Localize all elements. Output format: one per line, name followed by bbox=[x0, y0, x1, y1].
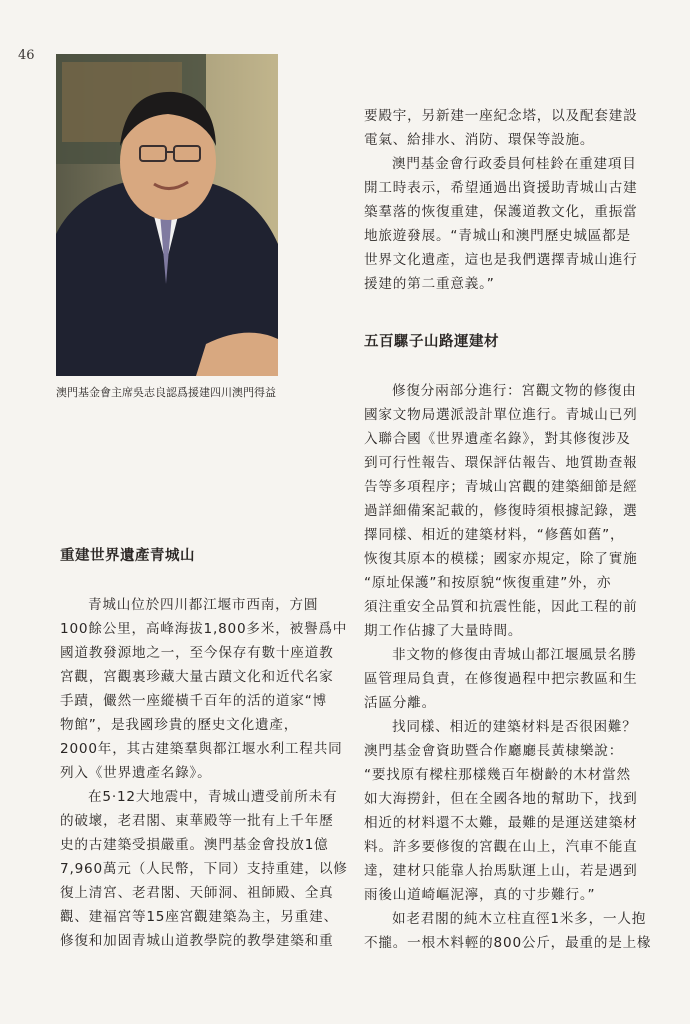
page-number: 46 bbox=[18, 48, 35, 63]
text-line: 地旅遊發展。“青城山和澳門歷史城區都是 bbox=[364, 228, 631, 244]
text-line: 入聯合國《世界遺產名錄》，對其修復涉及 bbox=[364, 431, 631, 447]
text-line: 告等多項程序；青城山宮觀的建築細節是經 bbox=[364, 479, 638, 495]
paragraph bbox=[60, 593, 350, 785]
text-line: 世界文化遺產，這也是我們選擇青城山進行 bbox=[364, 252, 638, 268]
paragraph bbox=[364, 104, 656, 152]
right-column bbox=[364, 104, 656, 955]
text-line: 宮觀，宮觀裏珍藏大量古蹟文化和近代名家 bbox=[60, 669, 334, 685]
text-line: 期工作佔據了大量時間。 bbox=[364, 623, 523, 639]
text-line: 築羣落的恢復重建，保護道教文化，重振當 bbox=[364, 204, 638, 220]
paragraph bbox=[364, 152, 656, 296]
text-line: 須注重安全品質和抗震性能，因此工程的前 bbox=[364, 599, 638, 615]
text-line: 復上清宮、老君閣、天師洞、祖師殿、全真 bbox=[60, 885, 334, 901]
text-line: 7,960萬元（人民幣，下同）支持重建，以修 bbox=[60, 861, 348, 877]
text-line: 史的古建築受損嚴重。澳門基金會投放1億 bbox=[60, 837, 329, 853]
text-line: 的破壞，老君閣、東華殿等一批有上千年歷 bbox=[60, 813, 334, 829]
text-line: 活區分離。 bbox=[364, 695, 436, 711]
text-line: 要殿宇，另新建一座紀念塔，以及配套建設 bbox=[364, 108, 638, 124]
text-line: 澳門基金會行政委員何桂鈴在重建項目 bbox=[392, 156, 637, 172]
left-column bbox=[60, 544, 350, 953]
text-line: 過詳細備案記載的，修復時須根據記錄，選 bbox=[364, 503, 638, 519]
text-line: 觀、建福宮等15座宮觀建築為主，另重建、 bbox=[60, 909, 338, 925]
text-line: 國家文物局選派設計單位進行。青城山已列 bbox=[364, 407, 638, 423]
text-line: 開工時表示，希望通過出資援助青城山古建 bbox=[364, 180, 638, 196]
text-line: 如老君閣的純木立柱直徑1米多，一人抱 bbox=[392, 911, 647, 927]
text-line: 修復和加固青城山道教學院的教學建築和重 bbox=[60, 933, 334, 949]
section-heading-qingcheng: 重建世界遺產青城山 bbox=[60, 548, 195, 564]
text-line: 區管理局負責，在修復過程中把宗教區和生 bbox=[364, 671, 638, 687]
portrait-photo bbox=[56, 54, 278, 376]
text-line: 青城山位於四川都江堰市西南，方圓 bbox=[88, 597, 319, 613]
text-line: 料。許多要修復的宮觀在山上，汽車不能直 bbox=[364, 839, 638, 855]
text-line: 手蹟，儼然一座縱橫千百年的活的道家“博 bbox=[60, 693, 327, 709]
text-line: 在5·12大地震中，青城山遭受前所未有 bbox=[88, 789, 338, 805]
paragraph bbox=[364, 715, 656, 907]
text-line: 修復分兩部分進行：宮觀文物的修復由 bbox=[392, 383, 637, 399]
text-line: 找同樣、相近的建築材料是否很困難？ bbox=[392, 719, 637, 735]
text-line: 非文物的修復由青城山都江堰風景名勝 bbox=[392, 647, 637, 663]
text-line: 列入《世界遺產名錄》。 bbox=[60, 765, 212, 781]
text-line: 電氣、給排水、消防、環保等設施。 bbox=[364, 132, 595, 148]
section-heading-mules: 五百騾子山路運建材 bbox=[364, 334, 499, 350]
paragraph bbox=[364, 379, 656, 643]
text-line: 澳門基金會資助暨合作廳廳長黃棣樂說： bbox=[364, 743, 624, 759]
text-line: 擇同樣、相近的建築材料，“修舊如舊”， bbox=[364, 527, 625, 543]
text-line: 達，建材只能靠人抬馬馱運上山，若是遇到 bbox=[364, 863, 638, 879]
text-line: 相近的材料還不太難，最難的是運送建築材 bbox=[364, 815, 638, 831]
text-line: 國道教發源地之一，至今保存有數十座道教 bbox=[60, 645, 334, 661]
text-line: 不攏。一根木料輕的800公斤，最重的是上椽 bbox=[364, 935, 652, 951]
text-line: 2000年，其古建築羣與都江堰水利工程共同 bbox=[60, 741, 343, 757]
photo-caption: 澳門基金會主席吳志良認爲援建四川澳門得益 bbox=[56, 386, 276, 399]
text-line: 物館”，是我國珍貴的歷史文化遺產， bbox=[60, 717, 299, 733]
text-line: 雨後山道崎嶇泥濘，真的寸步難行。” bbox=[364, 887, 596, 903]
text-line: 恢復其原本的模樣；國家亦規定，除了實施 bbox=[364, 551, 638, 567]
paragraph bbox=[364, 907, 656, 955]
text-line: 援建的第二重意義。” bbox=[364, 276, 495, 292]
paragraph bbox=[60, 785, 350, 953]
text-line: 如大海撈針，但在全國各地的幫助下，找到 bbox=[364, 791, 638, 807]
paragraph bbox=[364, 643, 656, 715]
portrait-illustration bbox=[56, 54, 278, 376]
text-line: 100餘公里，高峰海拔1,800多米，被譽爲中 bbox=[60, 621, 348, 637]
text-line: “原址保護”和按原貌“恢復重建”外，亦 bbox=[364, 575, 612, 591]
text-line: 到可行性報告、環保評估報告、地質勘查報 bbox=[364, 455, 638, 471]
text-line: “要找原有樑柱那樣幾百年樹齡的木材當然 bbox=[364, 767, 631, 783]
